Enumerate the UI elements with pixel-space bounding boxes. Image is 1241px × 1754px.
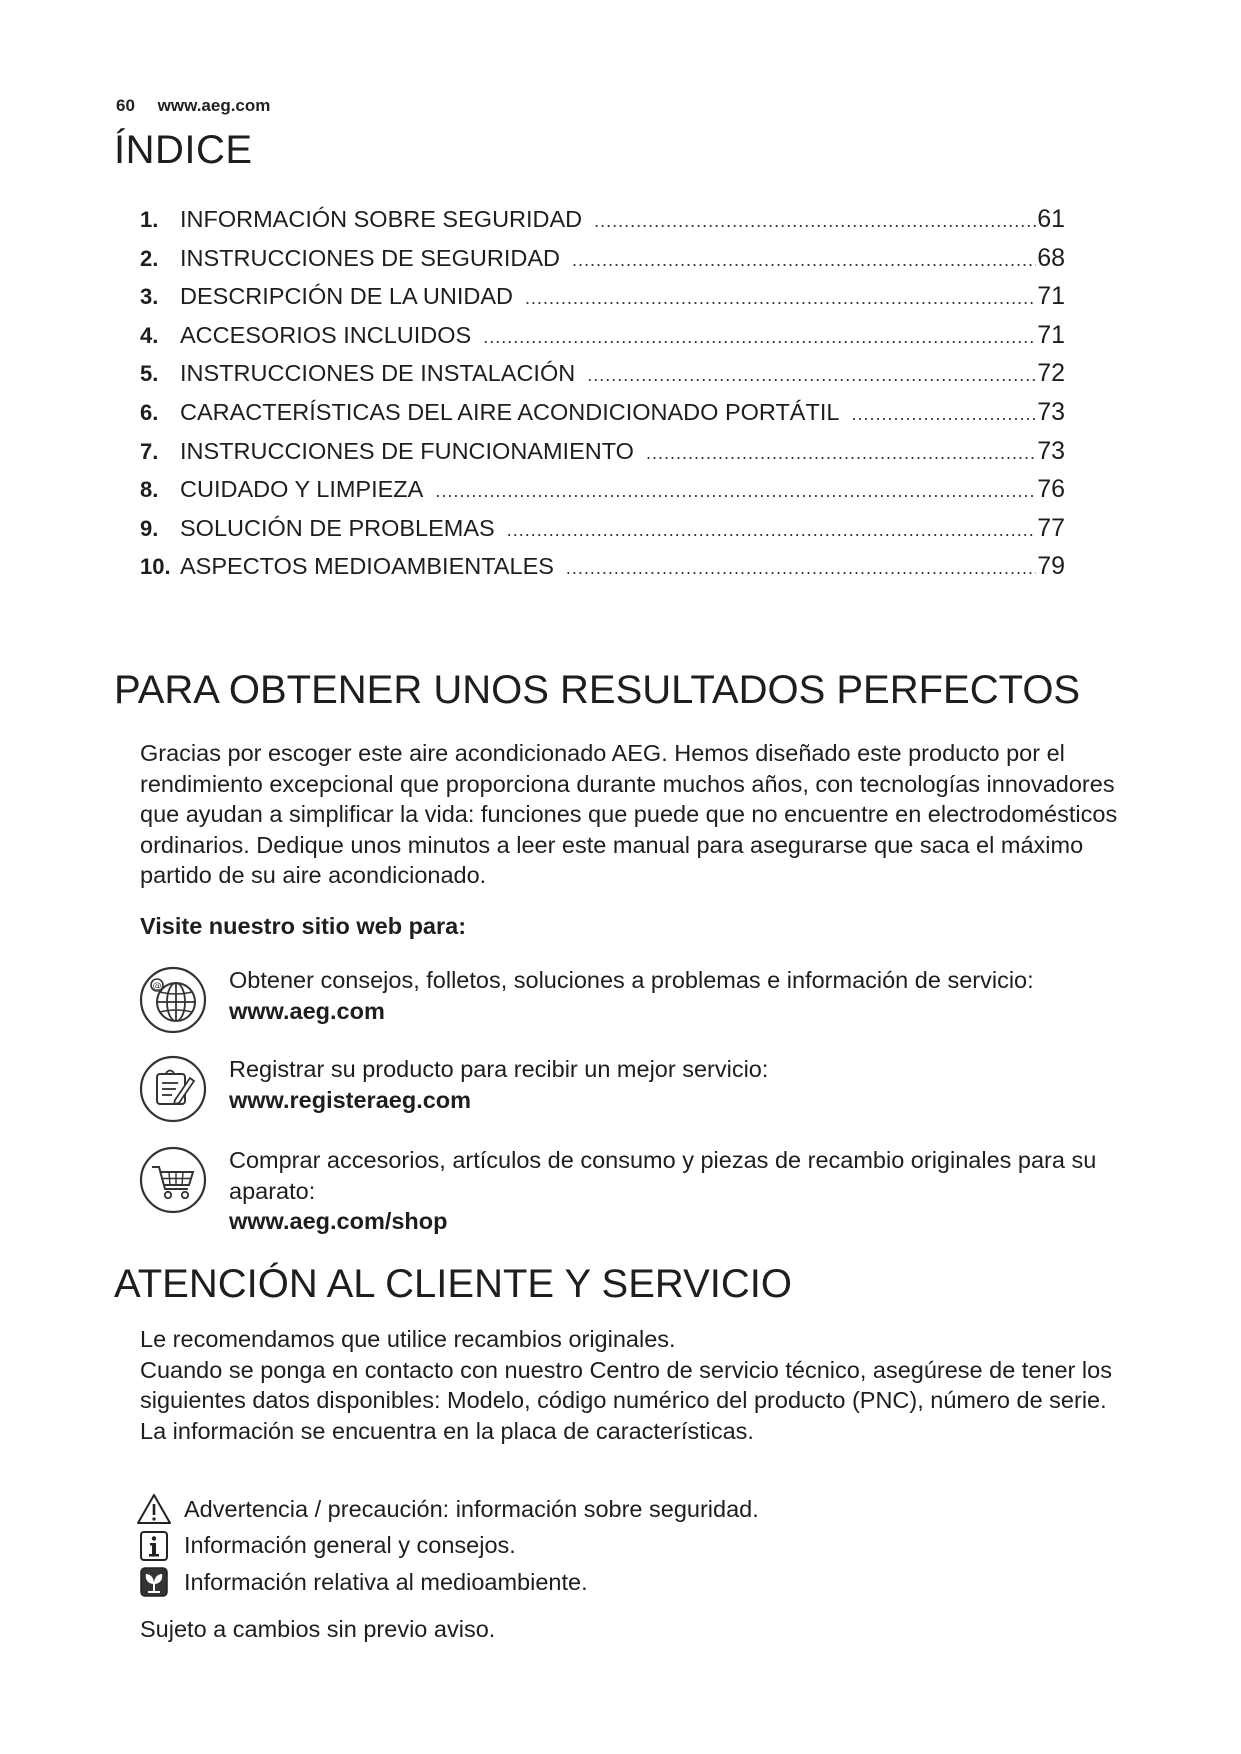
visit-website-label: Visite nuestro sitio web para: xyxy=(140,913,467,939)
toc-entry-title: DESCRIPCIÓN DE LA UNIDAD xyxy=(180,283,513,310)
toc-entry-number: 3. xyxy=(140,284,159,310)
register-product-description: Registrar su producto para recibir un mejor servicio: xyxy=(229,1056,769,1082)
register-product-text xyxy=(229,1054,1129,1115)
toc-entry-page: 79 xyxy=(1037,552,1065,581)
toc-entry[interactable] xyxy=(140,552,1065,591)
toc-dot-leader xyxy=(435,481,1036,502)
toc-entry-number: 7. xyxy=(140,438,159,464)
toc-entry[interactable] xyxy=(140,359,1065,398)
shopping-cart-icon xyxy=(138,1145,208,1215)
table-of-contents xyxy=(140,205,1065,591)
svg-text:@: @ xyxy=(152,981,162,992)
toc-entry-number: 2. xyxy=(140,245,159,271)
toc-entry[interactable] xyxy=(140,514,1065,553)
service-line-original-parts: Le recomendamos que utilice recambios originales. xyxy=(140,1326,676,1352)
website-info-text xyxy=(229,965,1129,1026)
legend-item-environment xyxy=(136,1564,759,1601)
warning-icon xyxy=(136,1493,172,1525)
perfect-results-heading: PARA OBTENER UNOS RESULTADOS PERFECTOS xyxy=(114,668,1081,712)
environment-icon xyxy=(136,1566,172,1598)
legend-item-warning xyxy=(136,1491,759,1528)
register-icon xyxy=(138,1054,208,1124)
toc-dot-leader xyxy=(525,288,1036,309)
legend-info-text: Información general y consejos. xyxy=(184,1532,516,1559)
toc-entry[interactable] xyxy=(140,475,1065,514)
toc-entry[interactable] xyxy=(140,321,1065,360)
toc-entry[interactable] xyxy=(140,282,1065,321)
toc-entry-page: 73 xyxy=(1037,436,1065,465)
toc-dot-leader xyxy=(566,558,1036,579)
toc-entry-title: INFORMACIÓN SOBRE SEGURIDAD xyxy=(180,206,583,232)
toc-dot-leader xyxy=(594,211,1036,232)
website-info-description: Obtener consejos, folletos, soluciones a problemas e información de servicio: xyxy=(229,967,1034,993)
toc-entry-number: 5. xyxy=(140,361,159,387)
toc-dot-leader xyxy=(646,443,1036,464)
toc-entry-number: 8. xyxy=(140,477,159,503)
toc-entry-number: 4. xyxy=(140,322,159,348)
toc-entry[interactable] xyxy=(140,437,1065,476)
service-line-contact-data: Cuando se ponga en contacto con nuestro Centro de servicio técnico, asegúrese de tener los siguientes datos disponibles: Modelo, código numérico del producto (PNC), número de serie. xyxy=(140,1356,1112,1413)
toc-entry-title: ACCESORIOS INCLUIDOS xyxy=(180,321,472,348)
toc-entry-number: 9. xyxy=(140,515,159,541)
toc-entry-title: CARACTERÍSTICAS DEL AIRE ACONDICIONADO PORTÁTIL xyxy=(180,398,840,425)
toc-entry-page: 72 xyxy=(1037,359,1065,388)
toc-entry-title: ASPECTOS MEDIOAMBIENTALES xyxy=(180,553,554,580)
customer-service-heading: ATENCIÓN AL CLIENTE Y SERVICIO xyxy=(114,1262,792,1306)
legend-environment-text: Información relativa al medioambiente. xyxy=(184,1568,588,1595)
toc-entry-page: 68 xyxy=(1037,243,1065,272)
toc-entry-number: 10. xyxy=(140,554,171,580)
toc-entry-page: 77 xyxy=(1037,513,1065,542)
toc-entry-number: 6. xyxy=(140,399,159,425)
toc-entry-page: 76 xyxy=(1037,475,1065,504)
toc-entry-page: 71 xyxy=(1037,320,1065,349)
toc-entry-number: 1. xyxy=(140,207,159,232)
legend-item-info xyxy=(136,1528,759,1565)
info-icon xyxy=(136,1530,172,1562)
service-paragraph xyxy=(140,1324,1130,1446)
toc-entry[interactable] xyxy=(140,398,1065,437)
toc-entry-page: 61 xyxy=(1037,205,1065,233)
toc-entry[interactable] xyxy=(140,244,1065,283)
symbol-legend xyxy=(136,1491,759,1601)
toc-entry-title: INSTRUCCIONES DE FUNCIONAMIENTO xyxy=(180,437,634,464)
shop-description: Comprar accesorios, artículos de consumo y piezas de recambio originales para su aparato: xyxy=(229,1147,1097,1204)
toc-dot-leader xyxy=(507,520,1036,541)
toc-entry-title: SOLUCIÓN DE PROBLEMAS xyxy=(180,514,495,541)
change-notice: Sujeto a cambios sin previo aviso. xyxy=(140,1616,496,1642)
shop-text xyxy=(229,1145,1129,1237)
legend-warning-text: Advertencia / precaución: información sobre seguridad. xyxy=(184,1495,759,1522)
toc-entry-title: INSTRUCCIONES DE INSTALACIÓN xyxy=(180,360,576,387)
toc-dot-leader xyxy=(572,250,1036,271)
toc-entry-title: INSTRUCCIONES DE SEGURIDAD xyxy=(180,244,560,271)
intro-paragraph: Gracias por escoger este aire acondicionado AEG. Hemos diseñado este producto por el rendimiento excepcional que proporciona durante muchos años, con tecnologías innovadores que ayudan a simplificar la vida: funciones que puede que no encuentre en electrodomésticos ordinarios. Dedique unos minutos a leer este manual para asegurarse que saca el máximo partido de su aire acondicionado. xyxy=(140,740,1118,888)
toc-dot-leader xyxy=(587,365,1036,386)
toc-entry-page: 73 xyxy=(1037,397,1065,426)
shop-link[interactable]: www.aeg.com/shop xyxy=(229,1208,448,1234)
toc-entry[interactable] xyxy=(140,205,1065,244)
register-link[interactable]: www.registeraeg.com xyxy=(229,1086,472,1113)
globe-icon xyxy=(138,965,208,1035)
page-number: 60 xyxy=(116,96,135,115)
toc-dot-leader xyxy=(483,327,1036,348)
page-header xyxy=(116,96,270,116)
service-line-rating-plate: La información se encuentra en la placa de características. xyxy=(140,1417,754,1444)
index-title: ÍNDICE xyxy=(114,128,253,172)
toc-entry-title: CUIDADO Y LIMPIEZA xyxy=(180,476,424,503)
header-website: www.aeg.com xyxy=(157,96,271,115)
toc-dot-leader xyxy=(851,404,1036,425)
website-link[interactable]: www.aeg.com xyxy=(229,997,385,1024)
toc-entry-page: 71 xyxy=(1037,282,1065,311)
